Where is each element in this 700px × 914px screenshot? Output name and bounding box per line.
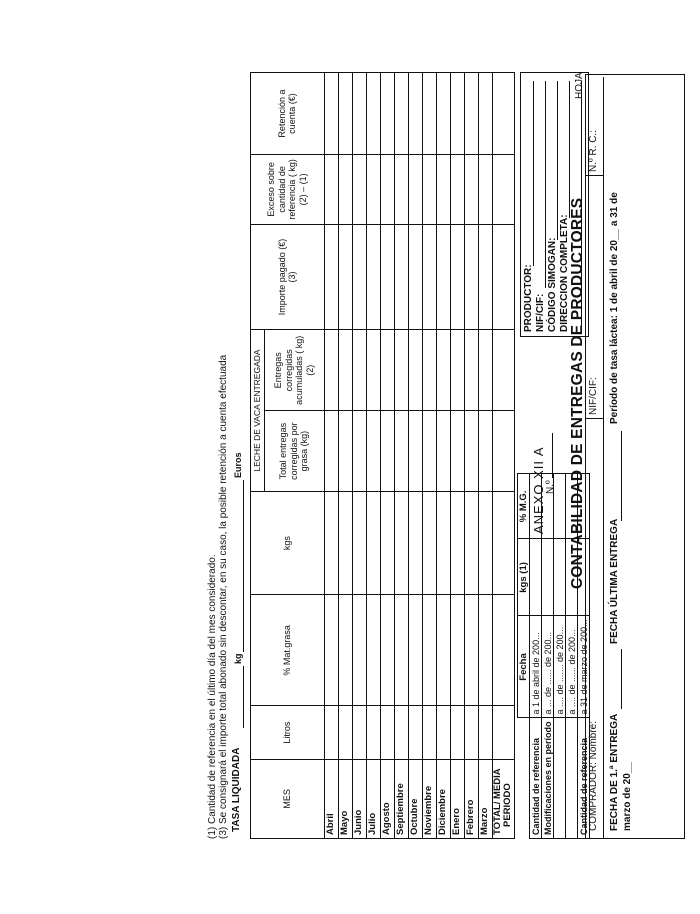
table-cell (380, 491, 394, 595)
table-cell (436, 491, 450, 595)
producer-line (545, 81, 546, 288)
numero-text: N.º (545, 480, 556, 494)
tasa-label: TASA LIQUIDADA (231, 747, 242, 832)
table-cell (408, 73, 422, 155)
producer-line (533, 81, 534, 266)
table-cell (478, 706, 492, 759)
table-row (366, 73, 380, 839)
importe-number: (3) (287, 271, 298, 283)
table-row (422, 73, 436, 839)
importe-header (251, 224, 325, 329)
table-cell (324, 330, 338, 411)
group-header-row (251, 73, 265, 839)
fecha-primera-entrega: FECHA DE 1.ª ENTREGA (609, 713, 620, 831)
reference-label (554, 718, 566, 839)
table-cell (338, 595, 352, 706)
reference-mg-header: % M.G. (518, 474, 530, 539)
footnote-1: (1) Cantidad de referencia en el último día del mes considerado. (207, 554, 218, 839)
table-cell (436, 330, 450, 411)
reference-header-row (518, 474, 530, 839)
table-cell (464, 411, 478, 491)
table-cell (450, 73, 464, 155)
table-cell (464, 595, 478, 706)
table-cell (394, 330, 408, 411)
comprador-label: COMPRADOR: Nombre: (588, 720, 599, 831)
table-cell (324, 595, 338, 706)
productor-label: PRODUCTOR: (523, 264, 534, 332)
table-cell (436, 411, 450, 491)
periodo-label: Período de tasa láctea: 1 de abril de 20__ a 31 de (609, 192, 620, 424)
total-label-b: PERIODO (502, 783, 513, 827)
reference-kgs (542, 539, 554, 616)
table-cell (366, 411, 380, 491)
reference-mg (566, 474, 578, 539)
month-label: Julio (366, 759, 380, 838)
table-cell (492, 491, 514, 595)
footnote-3: (3) Se consignará el importe total abonado sin descontar, en su caso, la posible retención a cuenta efectuada (218, 354, 229, 839)
reference-fecha: a .... de ....... de 200... (554, 616, 566, 718)
table-cell (408, 706, 422, 759)
table-cell (464, 491, 478, 595)
producer-line (569, 81, 570, 218)
table-cell (422, 595, 436, 706)
table-cell (492, 73, 514, 155)
month-label: Agosto (380, 759, 394, 838)
table-cell (464, 330, 478, 411)
buyer-box (585, 74, 685, 839)
tasa-kg: kg (233, 653, 243, 664)
fecha-ultima-line (621, 431, 622, 521)
table-cell (478, 73, 492, 155)
reference-kgs (554, 539, 566, 616)
table-cell (408, 155, 422, 225)
table-cell (422, 411, 436, 491)
table-cell (408, 595, 422, 706)
table-cell (436, 224, 450, 329)
table-cell (394, 411, 408, 491)
fecha-ultima-entrega: FECHA ÚLTIMA ENTREGA (609, 518, 620, 644)
tasa-euros-line (243, 480, 244, 652)
table-cell (408, 411, 422, 491)
table-cell (492, 411, 514, 491)
table-row (324, 73, 338, 839)
retencion-header: Retención a cuenta (€) (251, 73, 325, 155)
table-cell (450, 224, 464, 329)
table-cell (352, 411, 366, 491)
reference-row (554, 474, 566, 839)
reference-label: Modificaciones en período (542, 718, 554, 839)
reference-fecha: a 1 de abril de 200... (530, 616, 542, 718)
reference-kgs (578, 539, 590, 616)
table-cell (352, 706, 366, 759)
table-cell (464, 73, 478, 155)
table-cell (352, 155, 366, 225)
reference-label: Cantidad de referencia (530, 718, 542, 839)
table-row (338, 73, 352, 839)
tasa-kg-line (243, 666, 244, 728)
table-cell (436, 706, 450, 759)
tasa-euros: Euros (233, 452, 243, 478)
kgs-header: kgs (251, 491, 325, 595)
table-cell (394, 73, 408, 155)
table-cell (380, 224, 394, 329)
table-cell (478, 491, 492, 595)
reference-corner (518, 718, 530, 839)
reference-mg (542, 474, 554, 539)
exceso-header (251, 155, 325, 225)
table-cell (492, 330, 514, 411)
group-header: LECHE DE VACA ENTREGADA (251, 330, 265, 492)
reference-mg (578, 474, 590, 539)
reference-label: Cantidad de referencia (578, 718, 590, 839)
table-cell (492, 595, 514, 706)
table-row (464, 73, 478, 839)
table-cell (338, 706, 352, 759)
total-label (492, 759, 514, 838)
table-cell (478, 330, 492, 411)
exceso-label: Exceso sobre cantidad de referencia ( kg) (266, 159, 298, 220)
table-cell (450, 491, 464, 595)
mes-header: MES (251, 759, 325, 838)
anexo-label: ANEXO XII A (531, 446, 546, 534)
reference-kgs (530, 539, 542, 616)
table-cell (338, 491, 352, 595)
table-cell (352, 491, 366, 595)
table-cell (352, 224, 366, 329)
table-cell (380, 595, 394, 706)
reference-row (578, 474, 590, 839)
table-cell (394, 224, 408, 329)
producer-line (581, 81, 582, 332)
total-corregidas-header: Total entregas corregidas por grasa (kg) (264, 411, 324, 491)
table-cell (352, 595, 366, 706)
page-title: CONTABILIDAD DE ENTREGAS DE PRODUCTORES (569, 197, 586, 589)
table-cell (450, 411, 464, 491)
reference-mg (530, 474, 542, 539)
table-cell (324, 73, 338, 155)
direccion-label: DIRECCION COMPLETA: (559, 214, 570, 332)
acumuladas-label: Entregas corregidas acumuladas ( kg) (273, 335, 304, 405)
table-cell (338, 224, 352, 329)
table-row (380, 73, 394, 839)
table-cell (366, 595, 380, 706)
reference-fecha: a ... de ...... de 200... (542, 616, 554, 718)
reference-mg (554, 474, 566, 539)
table-row (478, 73, 492, 839)
total-label-a: TOTAL/ MEDIA (492, 768, 503, 835)
table-cell (478, 224, 492, 329)
table-cell (380, 330, 394, 411)
reference-label (566, 718, 578, 839)
reference-fecha: a 31 de marzo de 200... (578, 616, 590, 718)
litros-header: Litros (251, 706, 325, 759)
month-label: Septiembre (394, 759, 408, 838)
acumuladas-header (264, 330, 324, 411)
table-cell (380, 411, 394, 491)
numero-line (552, 433, 553, 478)
table-cell (450, 330, 464, 411)
table-cell (422, 224, 436, 329)
table-cell (436, 155, 450, 225)
table-cell (366, 706, 380, 759)
table-cell (324, 155, 338, 225)
table-cell (450, 595, 464, 706)
table-cell (324, 411, 338, 491)
producer-box (520, 72, 589, 337)
reference-kgs-header: kgs (1) (518, 539, 530, 616)
table-row (450, 73, 464, 839)
table-cell (422, 491, 436, 595)
table-cell (492, 706, 514, 759)
buyer-row-line (603, 77, 604, 839)
table-cell (352, 330, 366, 411)
table-cell (366, 491, 380, 595)
table-row (352, 73, 366, 839)
table-cell (422, 706, 436, 759)
table-cell (478, 595, 492, 706)
table-cell (492, 224, 514, 329)
table-cell (478, 155, 492, 225)
table-cell (478, 411, 492, 491)
month-label: Noviembre (422, 759, 436, 838)
reference-table (517, 473, 590, 839)
table-cell (380, 73, 394, 155)
table-row (436, 73, 450, 839)
table-cell (422, 73, 436, 155)
month-label: Junio (352, 759, 366, 838)
total-row (492, 73, 514, 839)
reference-fecha-header: Fecha (518, 616, 530, 718)
table-cell (464, 224, 478, 329)
simogan-label: CÓDIGO SIMOGAN: (547, 237, 558, 332)
table-cell (338, 411, 352, 491)
nif-label: NIF/CIF: (588, 377, 599, 415)
table-cell (422, 155, 436, 225)
table-cell (408, 330, 422, 411)
table-cell (408, 224, 422, 329)
month-label: Marzo (478, 759, 492, 838)
month-label: Octubre (408, 759, 422, 838)
table-cell (324, 706, 338, 759)
table-cell (450, 706, 464, 759)
producer-nif-label: NIF/CIF: (535, 293, 546, 332)
table-cell (394, 595, 408, 706)
table-cell (338, 73, 352, 155)
month-label: Enero (450, 759, 464, 838)
table-cell (380, 706, 394, 759)
table-cell (338, 330, 352, 411)
month-label: Abril (324, 759, 338, 838)
importe-label: Importe pagado (€) (276, 238, 287, 316)
table-cell (352, 73, 366, 155)
table-cell (464, 706, 478, 759)
table-cell (436, 595, 450, 706)
table-cell (338, 155, 352, 225)
table-cell (394, 155, 408, 225)
table-cell (380, 155, 394, 225)
table-cell (324, 491, 338, 595)
table-cell (492, 155, 514, 225)
month-label: Diciembre (436, 759, 450, 838)
table-cell (464, 155, 478, 225)
table-cell (394, 491, 408, 595)
fecha-primera-line (621, 649, 622, 709)
table-cell (394, 706, 408, 759)
reference-row (530, 474, 542, 839)
month-label: Febrero (464, 759, 478, 838)
table-cell (366, 224, 380, 329)
reference-fecha: a .... de ...... de 200... (566, 616, 578, 718)
table-cell (450, 155, 464, 225)
table-row (394, 73, 408, 839)
reference-row (566, 474, 578, 839)
table-cell (422, 330, 436, 411)
table-row (408, 73, 422, 839)
table-cell (366, 73, 380, 155)
fecha-primera-b: marzo de 20__ (622, 762, 633, 831)
month-label: Mayo (338, 759, 352, 838)
table-cell (366, 155, 380, 225)
table-cell (436, 73, 450, 155)
mat-grasa-header: % Mat.grasa (251, 595, 325, 706)
reference-kgs (566, 539, 578, 616)
acumuladas-number: (2) (304, 364, 315, 376)
reference-row (542, 474, 554, 839)
nrc-label: N.º R. C.: (588, 130, 599, 172)
monthly-table (250, 72, 515, 839)
table-cell (366, 330, 380, 411)
nif-divider (585, 418, 603, 419)
month-rows (324, 73, 492, 839)
exceso-number: (2) – (1) (297, 173, 308, 206)
producer-line (557, 81, 558, 240)
table-cell (324, 224, 338, 329)
buyer-section (585, 74, 685, 839)
hoja-label: HOJA (574, 72, 585, 99)
table-cell (408, 491, 422, 595)
